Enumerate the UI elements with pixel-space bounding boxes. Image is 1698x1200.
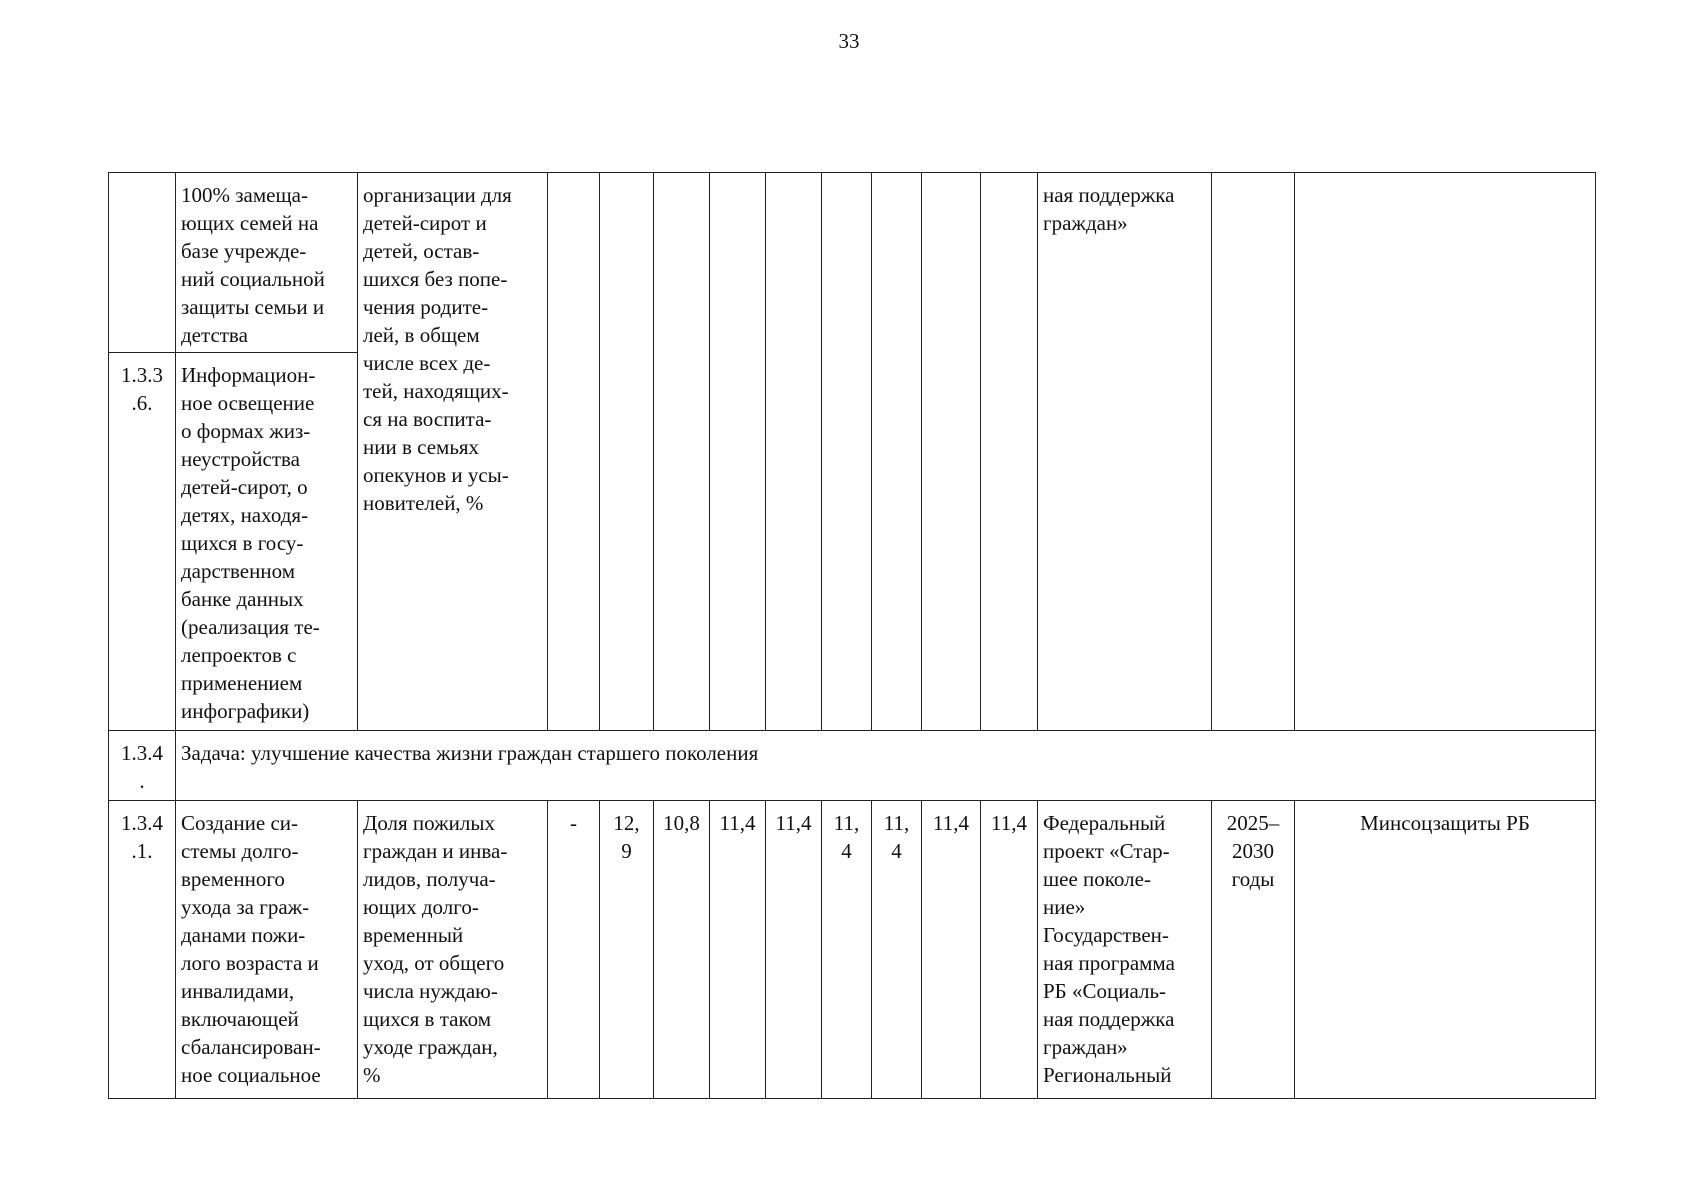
cell-executor: Минсоцзащиты РБ [1295,801,1596,1099]
cell-value-empty [822,173,872,731]
cell-value: 11,4 [981,801,1038,1099]
cell-value: 10,8 [654,801,710,1099]
cell-value: 11,4 [710,801,766,1099]
cell-value: - [548,801,600,1099]
table-row-task-1-3-4 [109,731,1596,801]
cell-program: ная поддержка граждан» [1038,173,1212,731]
table-row-1-3-4-1 [109,801,1596,1099]
cell-program: Федеральный проект «Стар- шее поколе- ние» Государствен- ная программа РБ «Социаль- ная поддержка граждан» Региональный [1038,801,1212,1099]
table-row-continuation [109,173,1596,353]
cell-executor-empty [1295,173,1596,731]
cell-task-title: Задача: улучшение качества жизни граждан старшего поколения [176,731,1596,801]
cell-value: 11,4 [766,801,822,1099]
cell-measure: Информацион- ное освещение о формах жиз- неустройства детей-сирот, о детях, находя- щихся в госу- дарственном банке данных (реализация те- лепроектов с применением инфографики) [176,353,358,731]
page-number: 33 [838,29,860,53]
cell-value-empty [600,173,654,731]
cell-value: 11, 4 [822,801,872,1099]
cell-indicator: Доля пожилых граждан и инва- лидов, получа- ющих долго- временный уход, от общего числа нуждаю- щихся в таком уходе граждан, % [358,801,548,1099]
cell-number: 1.3.4 . [109,731,176,801]
cell-measure: 100% замеща- ющих семей на базе учрежде- ний социальной защиты семьи и детства [176,173,358,353]
cell-number: 1.3.3 .6. [109,353,176,731]
cell-value-empty [766,173,822,731]
cell-period: 2025– 2030 годы [1212,801,1295,1099]
cell-value: 12, 9 [600,801,654,1099]
cell-value-empty [710,173,766,731]
cell-value: 11,4 [922,801,981,1099]
cell-number: 1.3.4 .1. [109,801,176,1099]
cell-number-empty [109,173,176,353]
program-measures-table [108,172,1596,1099]
cell-value-empty [654,173,710,731]
cell-measure: Создание си- стемы долго- временного ухода за граж- данами пожи- лого возраста и инвалидами, включающей сбалансирован- ное социальное [176,801,358,1099]
cell-value-empty [872,173,922,731]
cell-period-empty [1212,173,1295,731]
cell-indicator: организации для детей-сирот и детей, остав- шихся без попе- чения родите- лей, в общем числе всех де- тей, находящих- ся на воспита- нии в семьях опекунов и усы- новителей, % [358,173,548,731]
cell-value-empty [922,173,981,731]
cell-value-empty [548,173,600,731]
cell-value-empty [981,173,1038,731]
cell-value: 11, 4 [872,801,922,1099]
